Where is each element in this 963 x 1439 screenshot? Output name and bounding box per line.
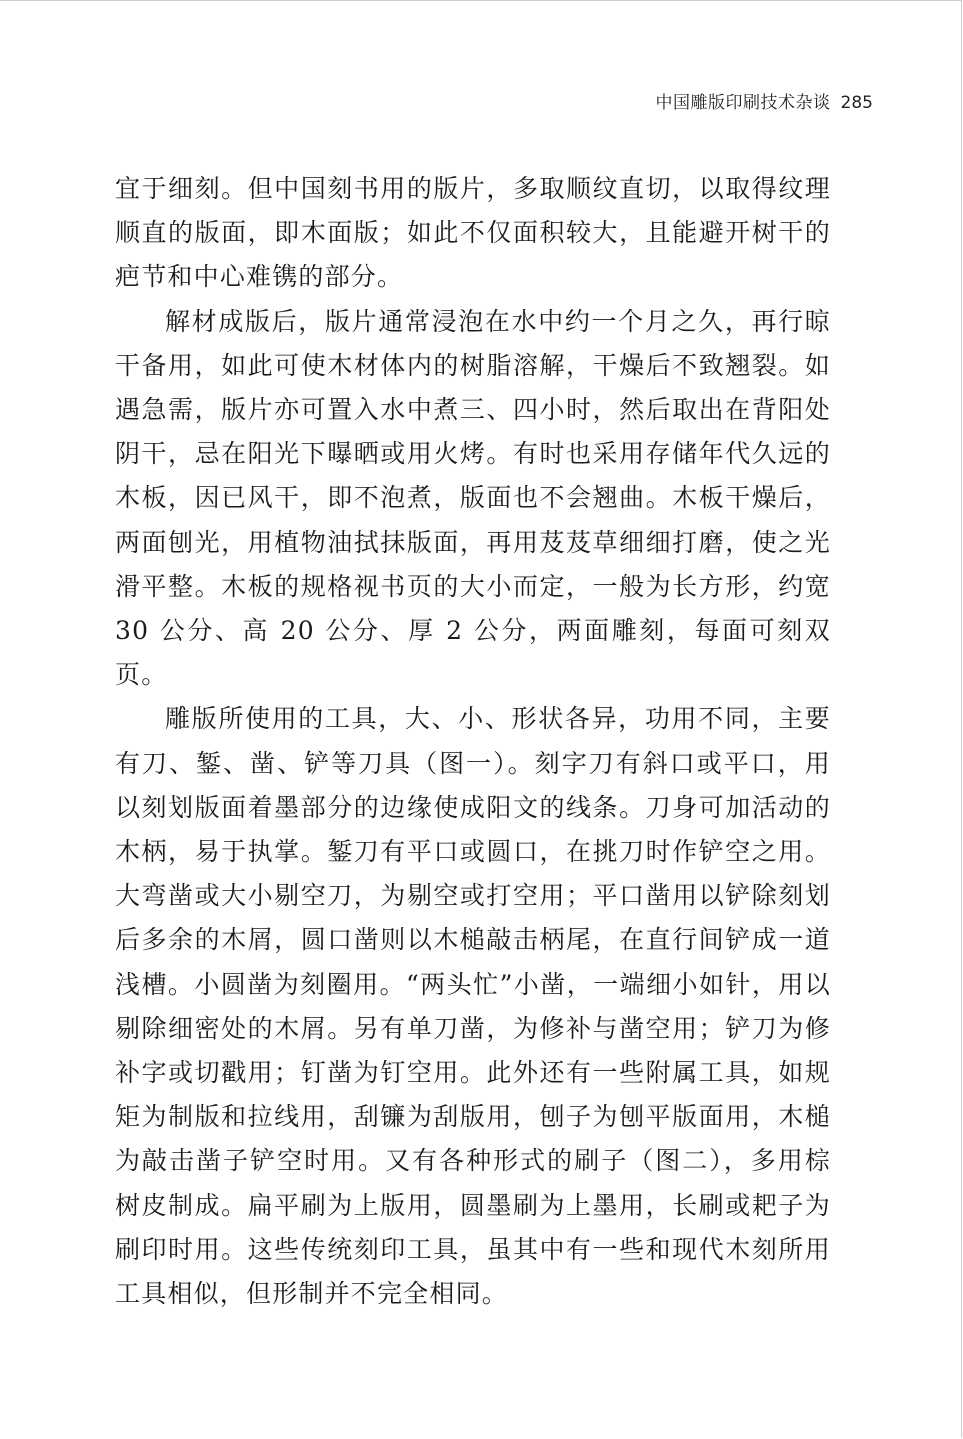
running-title: 中国雕版印刷技术杂谈 — [655, 93, 831, 113]
body-text — [115, 167, 831, 1316]
running-header — [656, 88, 873, 113]
page-number: 285 — [840, 93, 873, 113]
paragraph-tools: 雕版所使用的工具，大、小、形状各异，功用不同，主要有刀、錾、凿、铲等刀具（图一）。刻字刀有斜口或平口，用以刻划版面着墨部分的边缘使成阳文的线条。刀身可加活动的木柄，易于执掌。錾刀有平口或圆口，在挑刀时作铲空之用。大弯凿或大小剔空刀，为剔空或打空用；平口凿用以铲除刻划后多余的木屑，圆口凿则以木槌敲击柄尾，在直行间铲成一道浅槽。小圆凿为刻圈用。“两头忙”小凿，一端细小如针，用以剔除细密处的木屑。另有单刀凿，为修补与凿空用；铲刀为修补字或切戳用；钉凿为钉空用。此外还有一些附属工具，如规矩为制版和拉线用，刮镰为刮版用，刨子为刨平版面用，木槌为敲击凿子铲空时用。又有各种形式的刷子（图二），多用棕树皮制成。扁平刷为上版用，圆墨刷为上墨用，长刷或耙子为刷印时用。这些传统刻印工具，虽其中有一些和现代木刻所用工具相似，但形制并不完全相同。 — [115, 704, 831, 1309]
paragraph-seasoning: 解材成版后，版片通常浸泡在水中约一个月之久，再行晾干备用，如此可使木材体内的树脂溶解，干燥后不致翘裂。如遇急需，版片亦可置入水中煮三、四小时，然后取出在背阳处阴干，忌在阳光下曝晒或用火烤。有时也采用存储年代久远的木板，因已风干，即不泡煮，版面也不会翘曲。木板干燥后，两面刨光，用植物油拭抹版面，再用芨芨草细细打磨，使之光滑平整。木板的规格视书页的大小而定，一般为长方形，约宽 30 公分、高 20 公分、厚 2 公分，两面雕刻，每面可刻双页。 — [115, 306, 831, 690]
paragraph-continued: 宜于细刻。但中国刻书用的版片，多取顺纹直切，以取得纹理顺直的版面，即木面版；如此不仅面积较大，且能避开树干的疤节和中心难镌的部分。 — [115, 174, 831, 292]
